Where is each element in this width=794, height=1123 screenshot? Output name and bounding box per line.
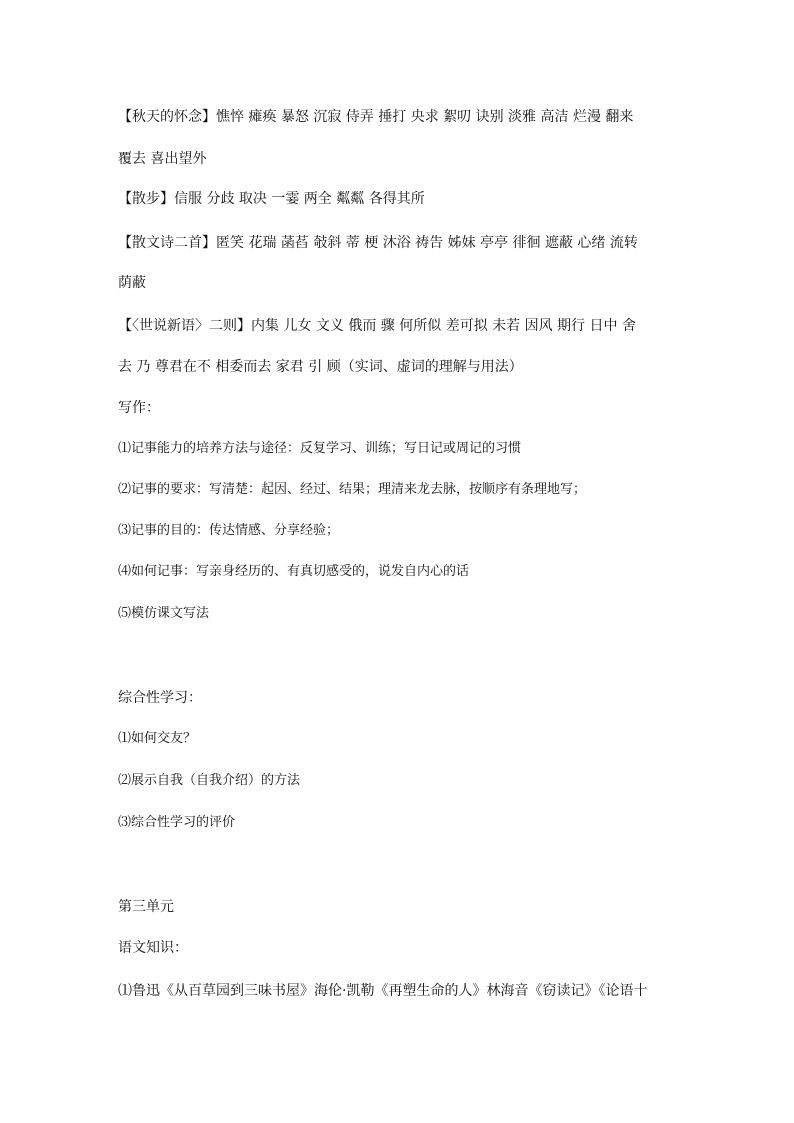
writing-item-4: ⑷如何记事：写亲身经历的、有真切感受的，说发自内心的话 [118,564,470,579]
section-heading-language-knowledge: 语文知识： [118,940,188,956]
writing-item-2: ⑵记事的要求：写清楚：起因、经过、结果；理清来龙去脉，按顺序有条理地写； [118,482,587,497]
vocab-walk-line: 【散步】信服 分歧 取决 一霎 两全 粼粼 各得其所 [118,191,425,207]
unit-three-heading: 第三单元 [118,899,174,915]
vocab-shishuo-line-2: 去 乃 尊君在不 相委而去 家君 引 顾（实词、虚词的理解与用法） [118,359,523,375]
comprehensive-item-1: ⑴如何交友？ [118,731,197,746]
vocab-prose-poems-line-2: 荫蔽 [118,275,146,291]
language-knowledge-item-1: ⑴鲁迅《从百草园到三味书屋》海伦·凯勒《再塑生命的人》林海音《窃读记》《论语十 [118,983,648,999]
writing-item-3: ⑶记事的目的：传达情感、分享经验； [118,523,340,538]
vocab-autumn-line-2: 覆去 喜出望外 [118,151,207,167]
comprehensive-item-3: ⑶综合性学习的评价 [118,815,236,830]
vocab-prose-poems-line-1: 【散文诗二首】匿笑 花瑞 菡萏 攲斜 蒂 梗 沐浴 祷告 姊妹 亭亭 徘徊 遮蔽 心绪 流转 [118,235,638,251]
section-heading-comprehensive-study: 综合性学习： [118,690,202,706]
writing-item-1: ⑴记事能力的培养方法与途径：反复学习、训练；写日记或周记的习惯 [118,441,522,456]
section-heading-writing: 写作： [118,400,160,416]
vocab-autumn-line-1: 【秋天的怀念】憔悴 瘫痪 暴怒 沉寂 侍弄 捶打 央求 絮叨 诀别 淡雅 高洁 烂漫 翻来 [118,109,634,125]
vocab-shishuo-line-1: 【〈世说新语〉二则】内集 儿女 文义 俄而 骤 何所似 差可拟 未若 因风 期行 日中 舍 [118,318,636,334]
comprehensive-item-2: ⑵展示自我（自我介绍）的方法 [118,773,301,788]
writing-item-5: ⑸模仿课文写法 [118,606,210,621]
